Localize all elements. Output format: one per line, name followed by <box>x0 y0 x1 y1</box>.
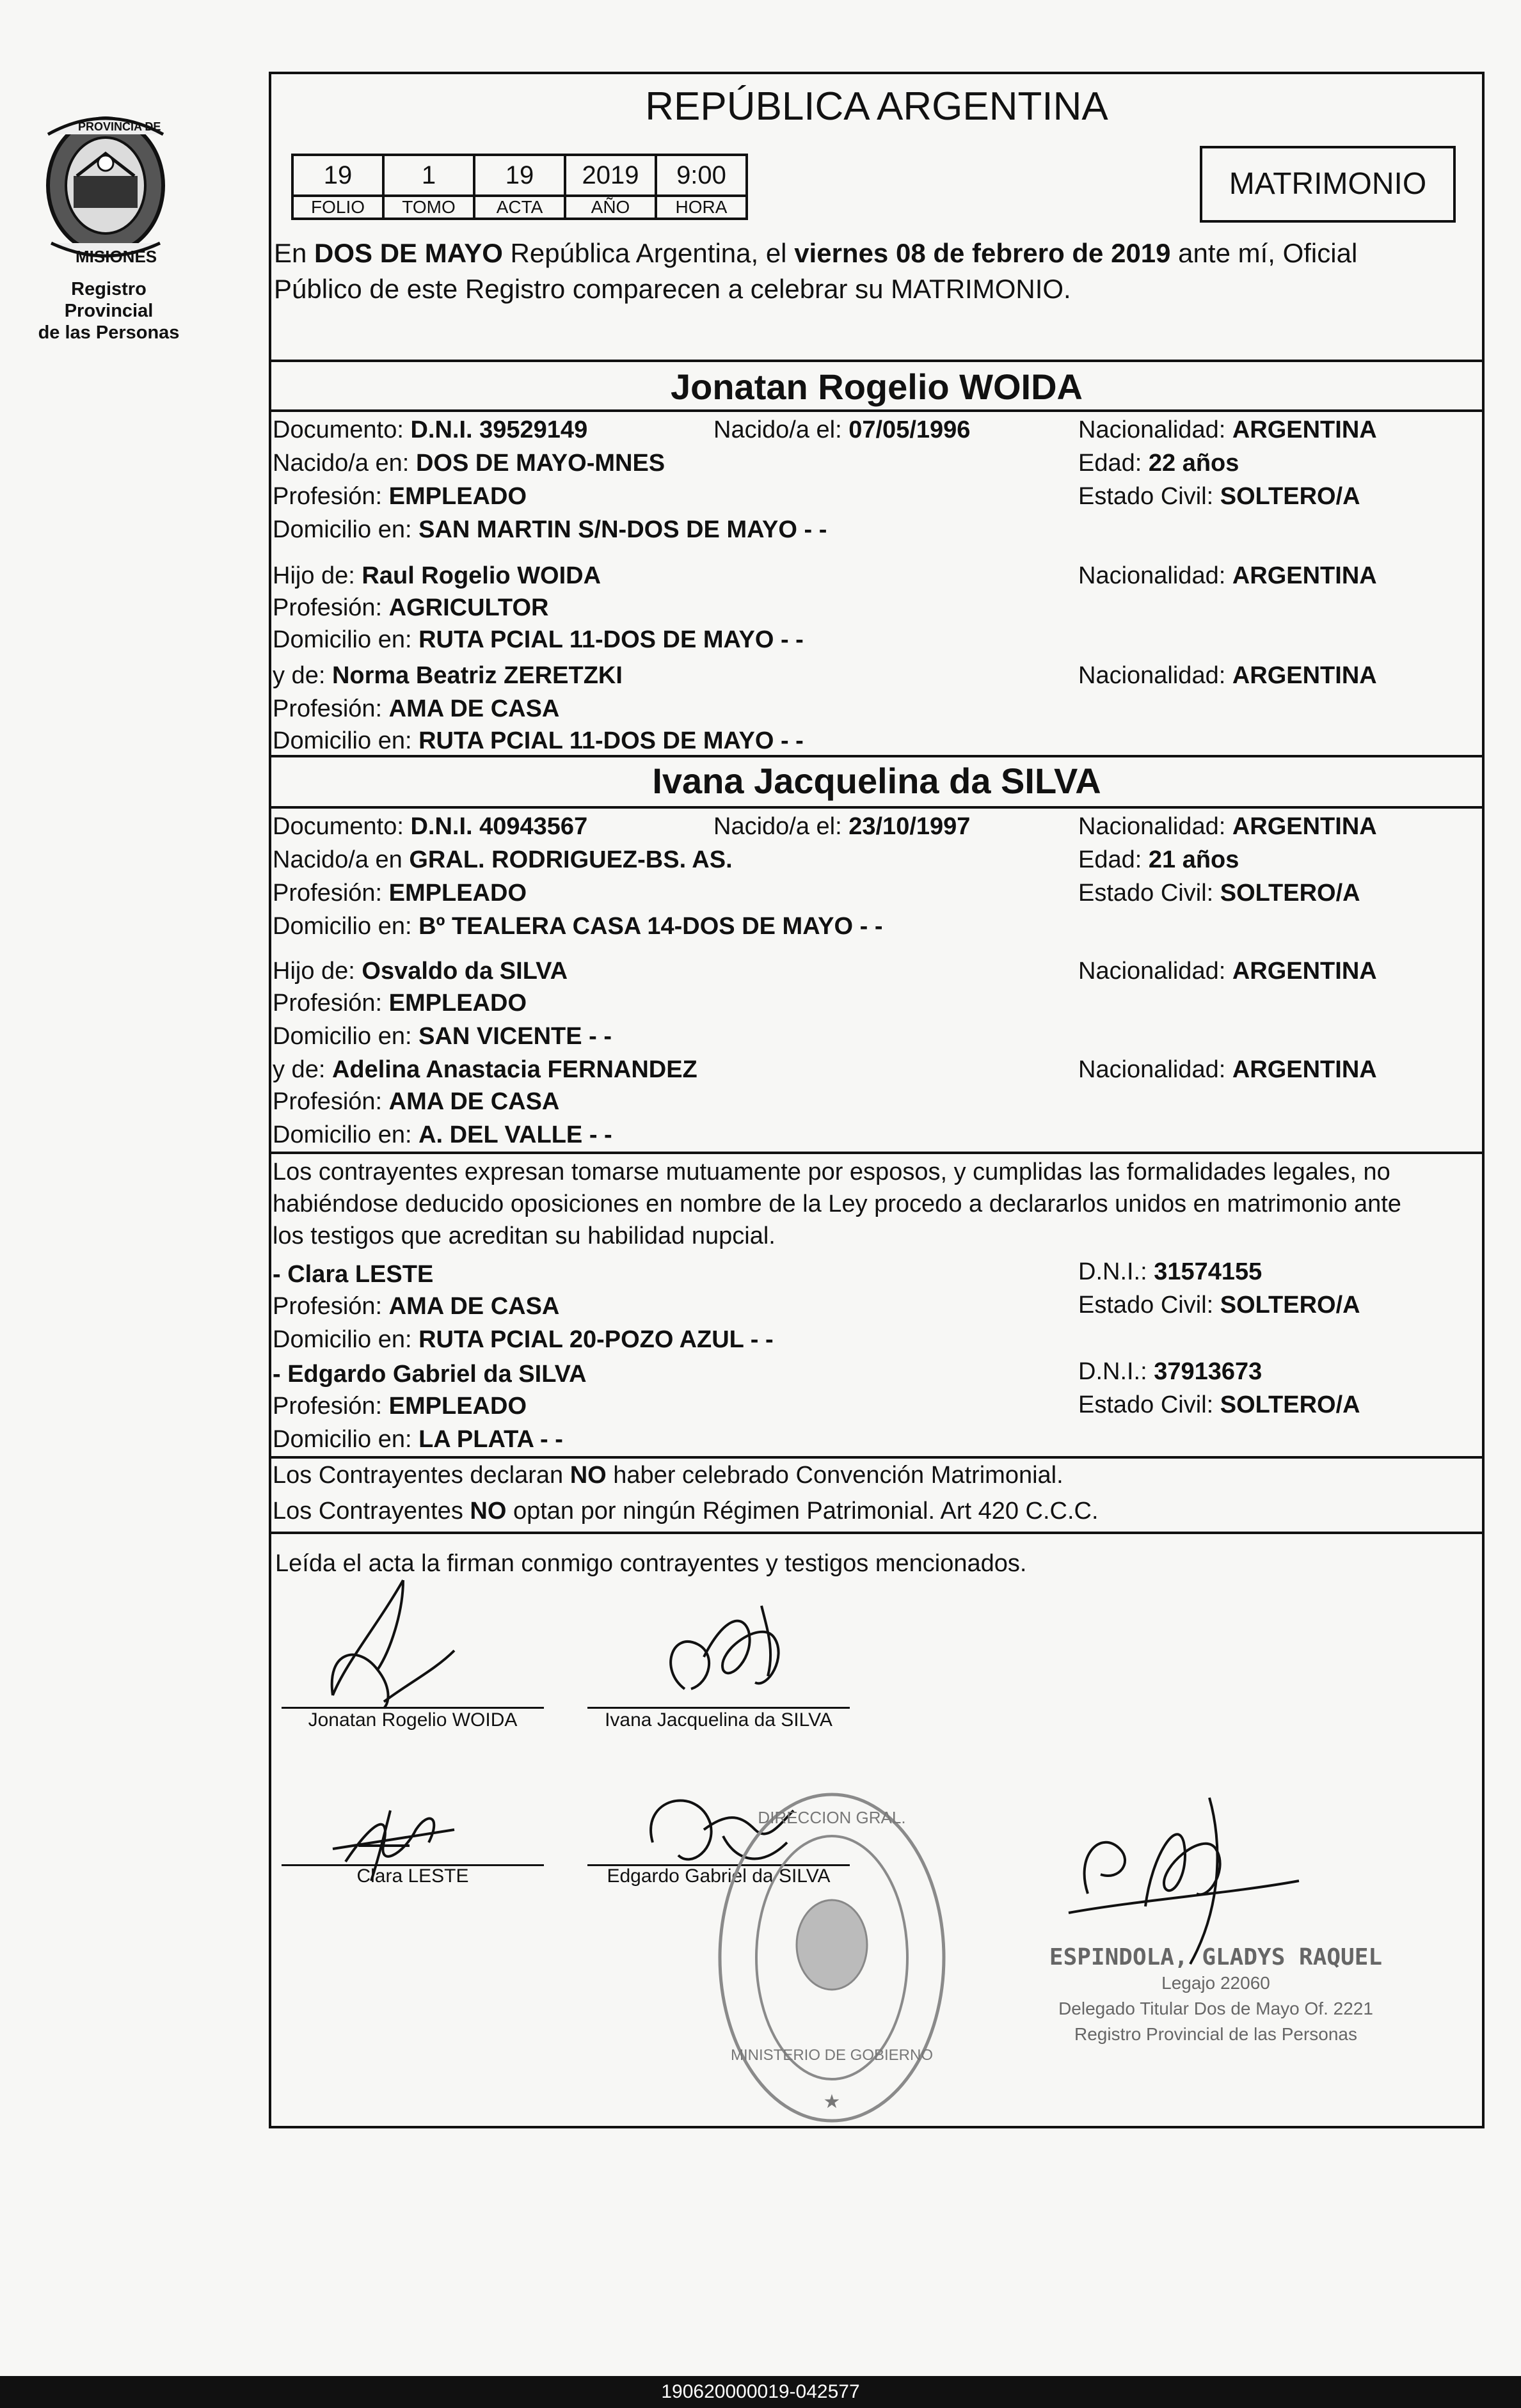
value: Bº TEALERA CASA 14-DOS DE MAYO - - <box>418 913 883 940</box>
value: SOLTERO/A <box>1220 1391 1360 1418</box>
witness-1-signature-caption: Clara LESTE <box>356 1865 469 1887</box>
intro-date: viernes 08 de febrero de 2019 <box>794 238 1171 268</box>
label: Nacido/a en <box>273 846 402 873</box>
doc-type-box <box>1200 146 1456 223</box>
value: GRAL. RODRIGUEZ-BS. AS. <box>409 846 733 873</box>
value: D.N.I. 39529149 <box>410 416 588 443</box>
registry-line-2: de las Personas <box>38 322 180 343</box>
bride-father <box>273 957 568 985</box>
label: Profesión: <box>273 594 383 621</box>
intro-line-1 <box>274 238 1357 269</box>
label: Documento: <box>273 813 404 840</box>
witness-2-dni <box>1078 1358 1262 1386</box>
groom-signature-caption: Jonatan Rogelio WOIDA <box>308 1709 518 1731</box>
label: D.N.I.: <box>1078 1358 1147 1385</box>
value: Norma Beatriz ZERETZKI <box>331 662 623 689</box>
label: Profesión: <box>273 1088 383 1115</box>
text: haber celebrado Convención Matrimonial. <box>606 1462 1063 1489</box>
acta-value: 19 <box>474 155 565 196</box>
value: Adelina Anastacia FERNANDEZ <box>331 1056 697 1083</box>
groom-father-address <box>273 626 804 654</box>
witness-1-profession <box>273 1292 559 1320</box>
label: Documento: <box>273 416 404 443</box>
label: Estado Civil: <box>1078 1292 1214 1319</box>
logo-text-bottom: MISIONES <box>76 247 157 266</box>
emphasis: NO <box>569 1462 607 1489</box>
value: ARGENTINA <box>1232 958 1377 985</box>
bride-birthdate <box>713 812 970 841</box>
bride-name: Ivana Jacquelina da SILVA <box>652 761 1101 801</box>
official-stamp <box>1037 1945 1395 2047</box>
hora-label: HORA <box>656 196 747 219</box>
official-office: Registro Provincial de las Personas <box>1074 2024 1357 2044</box>
tomo-value: 1 <box>383 155 474 196</box>
label: y de: <box>273 1056 326 1083</box>
folio-label: FOLIO <box>292 196 383 219</box>
label: Nacionalidad: <box>1078 662 1226 689</box>
value: AGRICULTOR <box>388 594 549 621</box>
witness-1-address <box>273 1326 774 1354</box>
groom-mother-profession <box>273 695 559 723</box>
groom-profession <box>273 482 527 511</box>
divider <box>269 1152 1485 1154</box>
bride-signature <box>646 1593 813 1721</box>
witness-2-name: - Edgardo Gabriel da SILVA <box>273 1361 587 1388</box>
logo-text-top: PROVINCIA DE <box>78 120 161 133</box>
bride-father-profession <box>273 989 527 1017</box>
bride-age <box>1078 846 1239 874</box>
value: LA PLATA - - <box>418 1426 563 1453</box>
label: Estado Civil: <box>1078 483 1214 510</box>
label: Estado Civil: <box>1078 1391 1214 1418</box>
groom-civil-status <box>1078 482 1360 511</box>
signature-line <box>282 1707 544 1709</box>
bride-address <box>273 912 883 940</box>
witness-1-dni <box>1078 1258 1262 1286</box>
groom-birthplace <box>273 449 665 477</box>
label: Domicilio en: <box>273 1121 412 1148</box>
intro-place: DOS DE MAYO <box>314 238 503 268</box>
intro-text-a: En <box>274 238 315 268</box>
doc-type-label: MATRIMONIO <box>1229 167 1427 201</box>
official-signature <box>1062 1778 1305 1970</box>
bride-mother-nationality <box>1078 1056 1377 1084</box>
label: Profesión: <box>273 695 383 722</box>
svg-text:DIRECCION GRAL.: DIRECCION GRAL. <box>758 1808 906 1827</box>
label: Nacido/a el: <box>713 416 842 443</box>
label: Edad: <box>1078 846 1142 873</box>
label: Nacionalidad: <box>1078 958 1226 985</box>
value: EMPLEADO <box>388 1393 527 1420</box>
divider <box>269 806 1485 809</box>
witness-1-name: - Clara LESTE <box>273 1261 434 1288</box>
registry-caption <box>26 278 192 344</box>
bride-father-address <box>273 1022 612 1050</box>
footer-bar <box>0 2376 1521 2408</box>
value: RUTA PCIAL 11-DOS DE MAYO - - <box>418 626 804 653</box>
groom-documento <box>273 416 587 444</box>
text: Los Contrayentes <box>273 1498 470 1525</box>
registry-seal <box>710 1785 953 2130</box>
bride-profession <box>273 879 527 907</box>
svg-text:MINISTERIO DE GOBIERNO: MINISTERIO DE GOBIERNO <box>730 2047 934 2064</box>
acta-label: ACTA <box>474 196 565 219</box>
svg-text:★: ★ <box>823 2091 841 2113</box>
label: Nacido/a en: <box>273 450 410 477</box>
witness-2-address <box>273 1425 563 1454</box>
record-grid <box>291 154 748 220</box>
value: ARGENTINA <box>1232 562 1377 589</box>
hora-value: 9:00 <box>656 155 747 196</box>
value: SOLTERO/A <box>1220 880 1360 907</box>
label: Domicilio en: <box>273 1426 412 1453</box>
bride-mother <box>273 1056 697 1084</box>
divider <box>269 1456 1485 1459</box>
declaration-line-2: habiéndose deducido oposiciones en nombre de la Ley procedo a declararlos unidos en matrimonio ante <box>273 1191 1401 1217</box>
label: Estado Civil: <box>1078 880 1214 907</box>
value: EMPLEADO <box>388 483 527 510</box>
value: 37913673 <box>1154 1358 1262 1385</box>
value: SOLTERO/A <box>1220 1292 1360 1319</box>
tomo-label: TOMO <box>383 196 474 219</box>
label: Edad: <box>1078 450 1142 477</box>
bride-birthplace <box>273 846 733 874</box>
province-logo <box>38 109 173 275</box>
label: Nacionalidad: <box>1078 562 1226 589</box>
bride-civil-status <box>1078 879 1360 907</box>
divider <box>269 1532 1485 1534</box>
value: ARGENTINA <box>1232 662 1377 689</box>
label: y de: <box>273 662 326 689</box>
value: RUTA PCIAL 20-POZO AZUL - - <box>418 1326 774 1353</box>
official-role: Delegado Titular Dos de Mayo Of. 2221 <box>1058 1999 1373 2018</box>
value: SAN MARTIN S/N-DOS DE MAYO - - <box>418 516 827 543</box>
value: Osvaldo da SILVA <box>362 958 568 985</box>
groom-father <box>273 562 601 590</box>
groom-address <box>273 516 827 544</box>
label: Nacionalidad: <box>1078 1056 1226 1083</box>
value: Raul Rogelio WOIDA <box>362 562 601 589</box>
witness-2-profession <box>273 1392 527 1420</box>
intro-text-c: ante mí, Oficial <box>1170 238 1358 268</box>
label: Domicilio en: <box>273 516 412 543</box>
label: Profesión: <box>273 483 383 510</box>
groom-mother <box>273 661 623 690</box>
value: A. DEL VALLE - - <box>418 1121 612 1148</box>
value: AMA DE CASA <box>388 695 560 722</box>
groom-birthdate <box>713 416 970 444</box>
witness-2-signature-caption: Edgardo Gabriel da SILVA <box>607 1865 831 1887</box>
label: Profesión: <box>273 1293 383 1320</box>
value: 07/05/1996 <box>848 416 971 443</box>
convention-line-1 <box>273 1461 1063 1489</box>
convention-line-2 <box>273 1497 1099 1525</box>
bride-father-nationality <box>1078 957 1377 985</box>
value: 23/10/1997 <box>848 813 971 840</box>
country-title: REPÚBLICA ARGENTINA <box>645 84 1108 129</box>
anio-label: AÑO <box>565 196 656 219</box>
intro-line-2: Público de este Registro comparecen a celebrar su MATRIMONIO. <box>274 274 1071 304</box>
official-legajo: Legajo 22060 <box>1161 1973 1270 1993</box>
bride-signature-caption: Ivana Jacquelina da SILVA <box>605 1709 832 1731</box>
label: Domicilio en: <box>273 913 412 940</box>
label: Nacionalidad: <box>1078 813 1226 840</box>
label: Hijo de: <box>273 958 355 985</box>
witness-2-civil-status <box>1078 1391 1360 1419</box>
value: 31574155 <box>1154 1258 1262 1285</box>
label: Domicilio en: <box>273 626 412 653</box>
value: 22 años <box>1148 450 1239 477</box>
label: Profesión: <box>273 990 383 1017</box>
value: AMA DE CASA <box>388 1088 560 1115</box>
divider <box>269 360 1485 362</box>
emphasis: NO <box>470 1498 507 1525</box>
value: 21 años <box>1148 846 1239 873</box>
value: RUTA PCIAL 11-DOS DE MAYO - - <box>418 727 804 754</box>
barcode-number: 190620000019-042577 <box>661 2381 860 2402</box>
value: ARGENTINA <box>1232 1056 1377 1083</box>
groom-signature <box>307 1574 474 1715</box>
value: ARGENTINA <box>1232 813 1377 840</box>
folio-value: 19 <box>292 155 383 196</box>
bride-mother-profession <box>273 1088 559 1116</box>
intro-text-b: República Argentina, el <box>502 238 795 268</box>
label: Hijo de: <box>273 562 355 589</box>
declaration-line-3: los testigos que acreditan su habilidad nupcial. <box>273 1223 776 1249</box>
text: Los Contrayentes declaran <box>273 1462 570 1489</box>
label: Nacionalidad: <box>1078 416 1226 443</box>
witness-1-civil-status <box>1078 1291 1360 1319</box>
value: D.N.I. 40943567 <box>410 813 588 840</box>
value: SOLTERO/A <box>1220 483 1360 510</box>
bride-nationality <box>1078 812 1377 841</box>
groom-nationality <box>1078 416 1377 444</box>
text: optan por ningún Régimen Patrimonial. Art 420 C.C.C. <box>506 1498 1099 1525</box>
registry-line-1: Registro Provincial <box>64 279 154 321</box>
value: AMA DE CASA <box>388 1293 560 1320</box>
groom-age <box>1078 449 1239 477</box>
label: Domicilio en: <box>273 1023 412 1050</box>
official-name: ESPINDOLA, GLADYS RAQUEL <box>1049 1944 1383 1970</box>
bride-documento <box>273 812 587 841</box>
groom-father-nationality <box>1078 562 1377 590</box>
divider <box>269 755 1485 757</box>
value: ARGENTINA <box>1232 416 1377 443</box>
bride-mother-address <box>273 1121 612 1149</box>
value: EMPLEADO <box>388 880 527 907</box>
closing-text: Leída el acta la firman conmigo contrayentes y testigos mencionados. <box>275 1550 1027 1577</box>
groom-father-profession <box>273 594 548 622</box>
value: SAN VICENTE - - <box>418 1023 612 1050</box>
label: Profesión: <box>273 1393 383 1420</box>
label: Profesión: <box>273 880 383 907</box>
value: DOS DE MAYO-MNES <box>415 450 665 477</box>
anio-value: 2019 <box>565 155 656 196</box>
groom-mother-nationality <box>1078 661 1377 690</box>
label: Domicilio en: <box>273 727 412 754</box>
value: EMPLEADO <box>388 990 527 1017</box>
declaration-line-1: Los contrayentes expresan tomarse mutuamente por esposos, y cumplidas las formalidades legales, no <box>273 1159 1390 1185</box>
divider <box>269 409 1485 412</box>
signature-line <box>587 1707 850 1709</box>
label: D.N.I.: <box>1078 1258 1147 1285</box>
label: Domicilio en: <box>273 1326 412 1353</box>
groom-name: Jonatan Rogelio WOIDA <box>671 367 1083 407</box>
label: Nacido/a el: <box>713 813 842 840</box>
groom-mother-address <box>273 727 804 755</box>
